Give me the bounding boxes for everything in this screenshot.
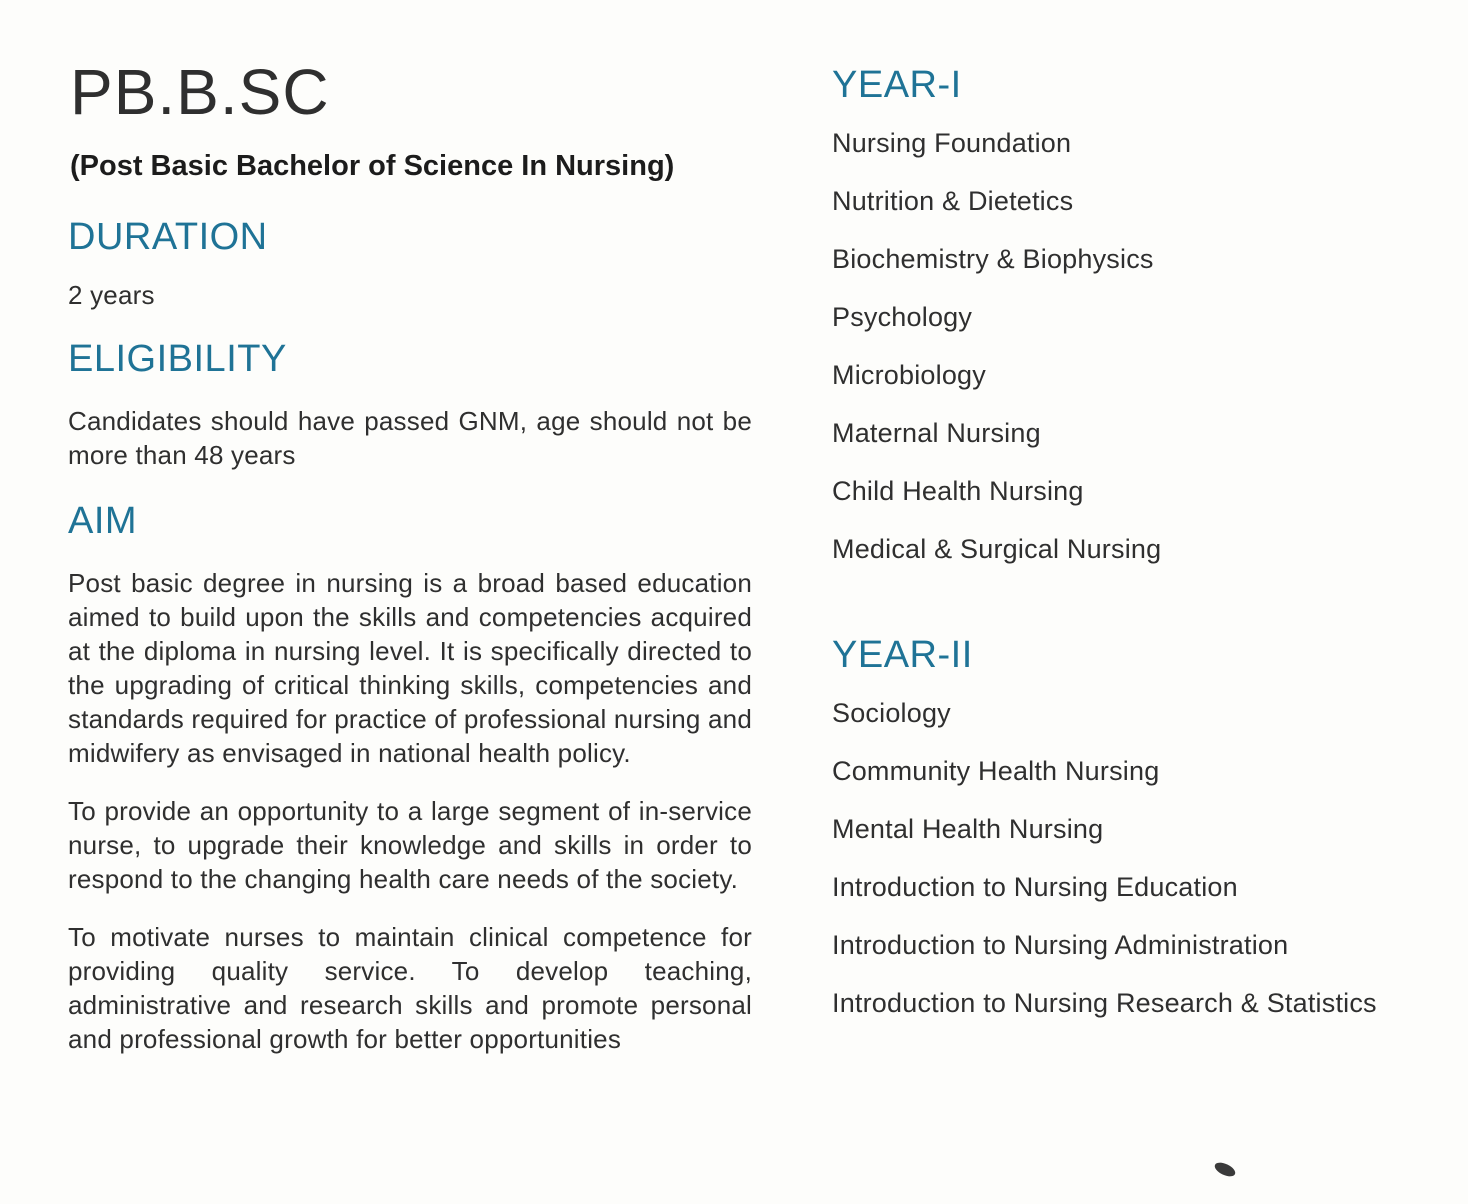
subject-item: Nutrition & Dietetics [832,186,1074,216]
eligibility-heading: ELIGIBILITY [68,338,287,380]
subject-item: Sociology [832,698,951,728]
subject-item: Mental Health Nursing [832,814,1104,844]
subject-item: Community Health Nursing [832,756,1160,786]
aim-paragraph: To motivate nurses to maintain clinical competence for providing quality service. To develop teaching, administrative and research skills and promote personal and professional growth for better opportunities [68,922,752,1054]
eligibility-text: Candidates should have passed GNM, age should not be more than 48 years [68,406,752,470]
subject-item: Introduction to Nursing Administration [832,930,1289,960]
scan-speck-mark [1213,1160,1238,1179]
aim-heading: AIM [68,500,138,542]
subject-item: Biochemistry & Biophysics [832,244,1154,274]
subject-item: Introduction to Nursing Education [832,872,1238,902]
duration-value: 2 years [68,280,155,310]
subject-item: Microbiology [832,360,986,390]
subject-item: Child Health Nursing [832,476,1084,506]
course-subtitle: (Post Basic Bachelor of Science In Nursing) [70,150,675,182]
course-title: PB.B.SC [70,56,330,128]
year-1-subject-list [832,128,1432,564]
year-2-subject-list [832,698,1432,1018]
subject-item: Introduction to Nursing Research & Statistics [832,988,1377,1018]
aim-paragraph: Post basic degree in nursing is a broad based education aimed to build upon the skills and competencies acquired at the diploma in nursing level. It is specifically directed to the upgrading of critical thinking skills, competencies and standards required for practice of professional nursing and midwifery as envisaged in national health policy. [68,568,752,768]
subject-item: Nursing Foundation [832,128,1072,158]
duration-heading: DURATION [68,216,268,258]
year-1-heading: YEAR-I [832,64,962,106]
year-2-heading: YEAR-II [832,634,973,676]
aim-paragraph: To provide an opportunity to a large segment of in-service nurse, to upgrade their knowledge and skills in order to respond to the changing health care needs of the society. [68,796,752,894]
subject-item: Medical & Surgical Nursing [832,534,1162,564]
course-overview-column [68,52,752,1056]
subject-item: Maternal Nursing [832,418,1041,448]
subject-item: Psychology [832,302,973,332]
curriculum-column [832,62,1432,1018]
